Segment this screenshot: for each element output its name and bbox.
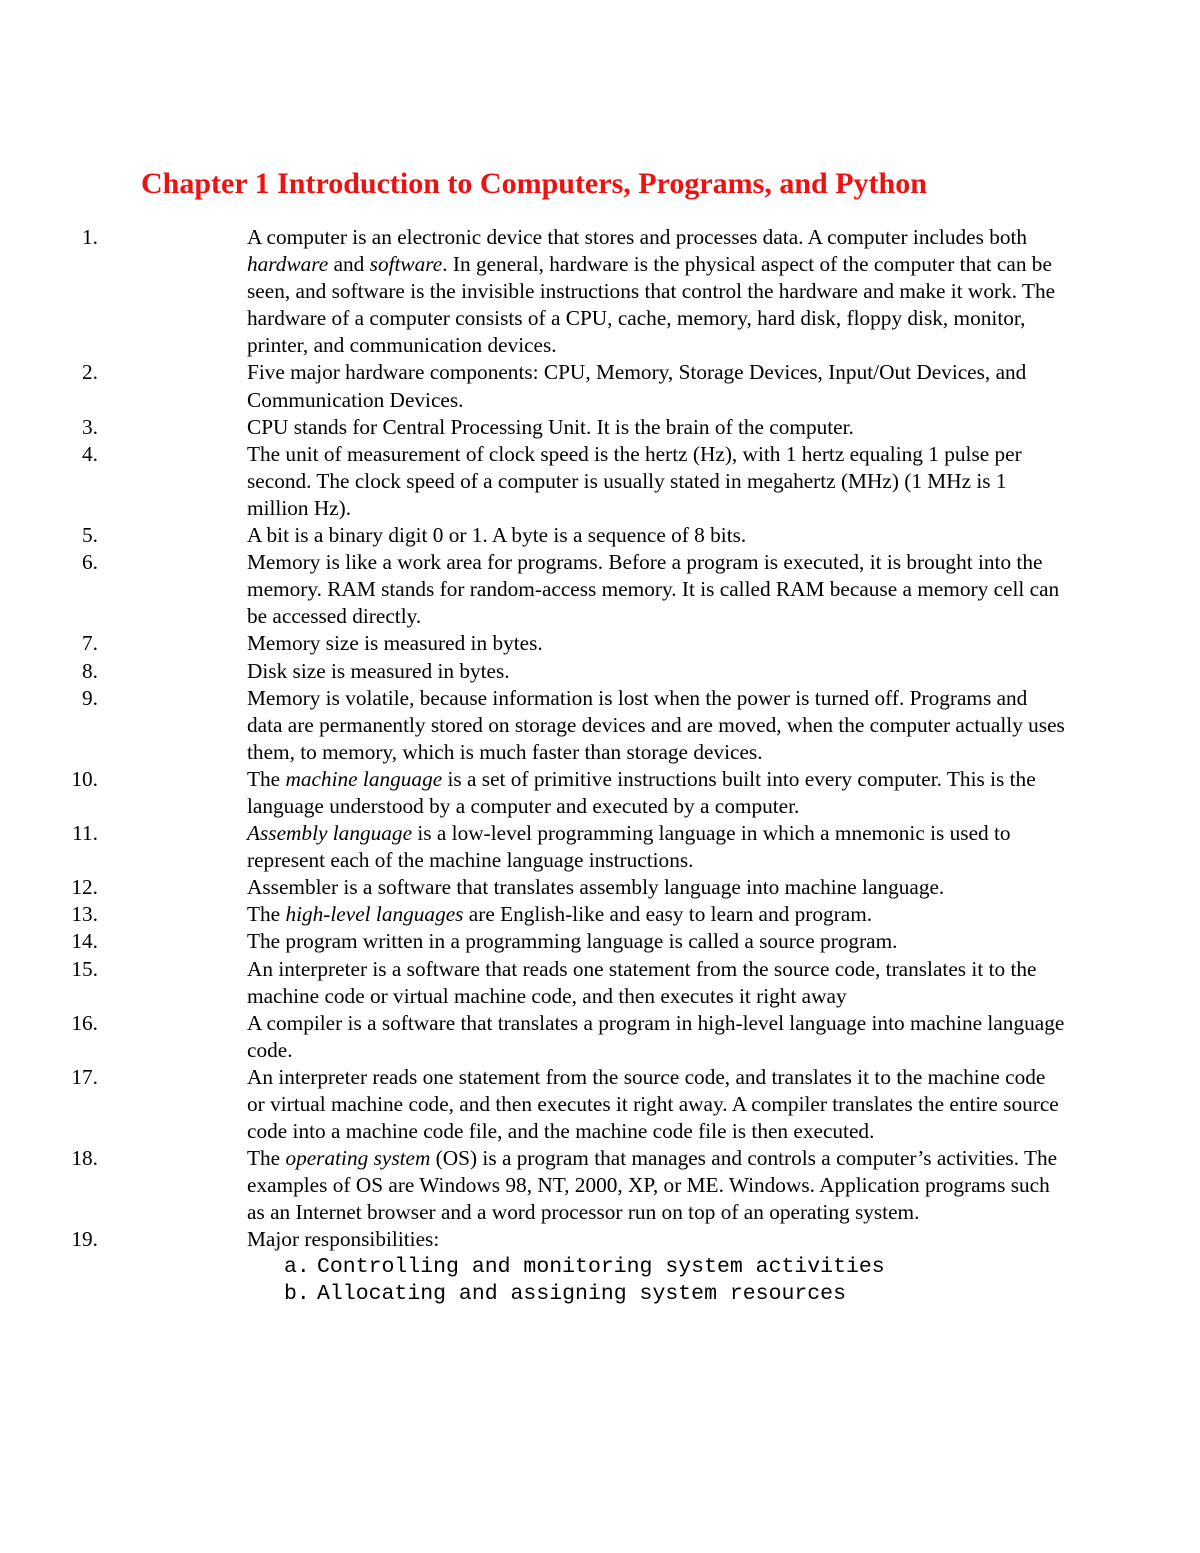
list-item [0, 766, 1067, 820]
item-number: 3. [82, 414, 98, 439]
list-item [0, 1226, 1067, 1307]
list-item [0, 1064, 1067, 1145]
item-emphasis: hardware [247, 252, 329, 277]
item-number: 8. [82, 658, 98, 683]
item-text: and [328, 252, 370, 277]
list-item [0, 522, 1067, 549]
item-text: CPU stands for Central Processing Unit. It is the brain of the computer. [247, 414, 854, 439]
sub-item-letter: a. [284, 1254, 310, 1279]
list-item [0, 441, 1067, 522]
item-number: 15. [71, 956, 98, 981]
item-number: 13. [71, 902, 98, 927]
item-number: 7. [82, 631, 98, 656]
item-text: Disk size is measured in bytes. [247, 658, 510, 683]
list-item [0, 685, 1067, 766]
list-item [0, 874, 1067, 901]
item-text: is a low-level programming language in which a mnemonic is used to represent each of the machine language instructions. [247, 821, 1011, 873]
item-text: The program written in a programming language is called a source program. [247, 929, 898, 954]
list-item [0, 549, 1067, 630]
list-item [0, 414, 1067, 441]
item-text: Assembler is a software that translates assembly language into machine language. [247, 875, 945, 900]
item-text: A bit is a binary digit 0 or 1. A byte is a sequence of 8 bits. [247, 523, 747, 548]
item-number: 2. [82, 360, 98, 385]
list-item [0, 1010, 1067, 1064]
list-item [0, 224, 1067, 359]
item-text: is a set of primitive instructions built into every computer. This is the language understood by a computer and executed by a computer. [247, 766, 1036, 818]
item-text: Five major hardware components: CPU, Memory, Storage Devices, Input/Out Devices, and Communication Devices. [247, 360, 1027, 412]
item-text: A compiler is a software that translates a program in high-level language into machine language code. [247, 1010, 1065, 1062]
item-number: 17. [71, 1064, 98, 1089]
item-number: 6. [82, 550, 98, 575]
item-number: 14. [71, 929, 98, 954]
list-item [0, 658, 1067, 685]
item-text: Major responsibilities: [247, 1227, 440, 1252]
item-text: An interpreter reads one statement from the source code, and translates it to the machine code or virtual machine code, and then executes it right away. A compiler translates the entire source code into a machine code file, and the machine code file is then executed. [247, 1064, 1059, 1144]
item-emphasis: high-level languages [285, 902, 464, 927]
item-emphasis: Assembly language [247, 821, 413, 846]
item-text: Memory size is measured in bytes. [247, 631, 543, 656]
item-text: The [247, 902, 286, 927]
item-text: The [247, 766, 286, 791]
item-text: Memory is volatile, because information is lost when the power is turned off. Programs and data are permanently stored on storage devices and are moved, when the computer actually uses them, to memory, which is much faster than storage devices. [247, 685, 1065, 764]
sub-item-text: Allocating and assigning system resources [317, 1281, 846, 1306]
list-item [0, 1145, 1067, 1226]
sub-list-item [247, 1281, 1067, 1308]
item-text: are English-like and easy to learn and program. [463, 902, 873, 927]
item-number: 5. [82, 523, 98, 548]
sub-list-item [247, 1254, 1067, 1281]
sub-item-letter: b. [284, 1281, 310, 1306]
item-emphasis: operating system [285, 1146, 431, 1171]
item-emphasis: machine language [285, 766, 443, 791]
item-text: (OS) is a program that manages and controls a computer’s activities. The examples of OS are Windows 98, NT, 2000, XP, or ME. Windows. Application programs such as an Internet browser and a word processor run on top of an operating system. [247, 1146, 1058, 1225]
item-number: 16. [71, 1010, 98, 1035]
sub-item-text: Controlling and monitoring system activities [317, 1254, 885, 1279]
item-number: 19. [71, 1227, 98, 1252]
list-item [0, 359, 1067, 413]
item-text: . In general, hardware is the physical aspect of the computer that can be seen, and software is the invisible instructions that control the hardware and make it work. The hardware of a computer consists of a CPU, cache, memory, hard disk, floppy disk, monitor, printer, and communication devices. [247, 252, 1056, 358]
item-text: An interpreter is a software that reads one statement from the source code, translates it to the machine code or virtual machine code, and then executes it right away [247, 956, 1037, 1008]
item-number: 12. [71, 875, 98, 900]
item-number: 11. [72, 821, 98, 846]
item-number: 4. [82, 441, 98, 466]
item-text: The [247, 1146, 286, 1171]
list-item [0, 630, 1067, 657]
item-text: The unit of measurement of clock speed is the hertz (Hz), with 1 hertz equaling 1 pulse per second. The clock speed of a computer is usually stated in megahertz (MHz) (1 MHz is 1 million Hz). [247, 441, 1022, 520]
item-number: 18. [71, 1146, 98, 1171]
item-number: 10. [71, 766, 98, 791]
item-number: 9. [82, 685, 98, 710]
list-item [0, 901, 1067, 928]
list-item [0, 820, 1067, 874]
sub-list [247, 1254, 1067, 1308]
list-item [0, 928, 1067, 955]
item-text: Memory is like a work area for programs. Before a program is executed, it is brought into the memory. RAM stands for random-access memory. It is called RAM because a memory cell can be accessed directly. [247, 550, 1060, 629]
item-number: 1. [82, 225, 98, 249]
page-title: Chapter 1 Introduction to Computers, Programs, and Python [141, 167, 927, 200]
numbered-list [0, 224, 1200, 1308]
list-item [0, 956, 1067, 1010]
item-text: A computer is an electronic device that stores and processes data. A computer includes both [247, 225, 1028, 249]
item-emphasis: software [369, 252, 443, 277]
